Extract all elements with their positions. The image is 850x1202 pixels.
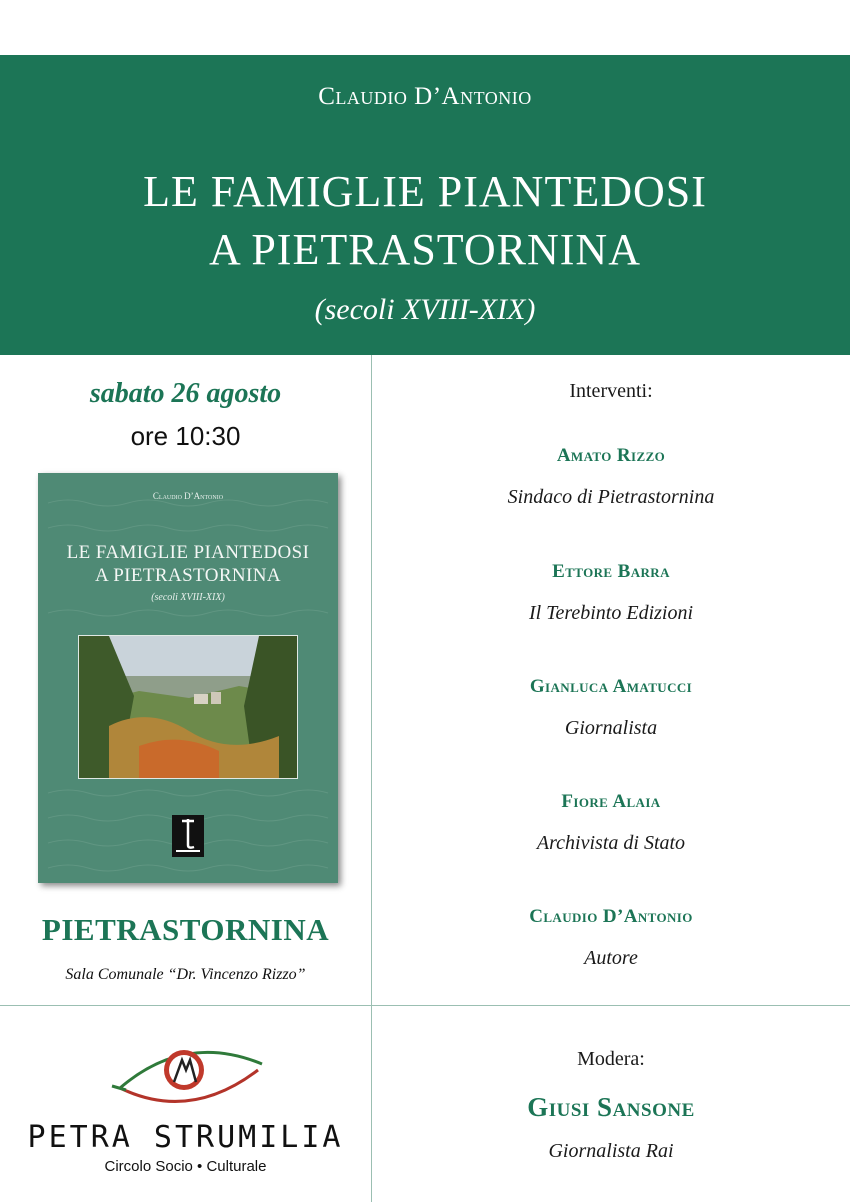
book-title [38,541,338,587]
moderator-name: Giusi Sansone [527,1092,695,1122]
column-divider [371,355,372,1202]
book-subtitle: (secoli XVIII-XIX) [151,592,225,603]
speaker-name: Claudio D’Antonio [529,906,693,927]
footer-divider [0,1005,850,1006]
event-place: PIETRASTORNINA [41,912,330,947]
organizer-name: PETRA STRUMILIA [27,1120,344,1155]
author-name: Claudio D’Antonio [318,83,532,110]
organizer-subtitle: Circolo Socio • Culturale [104,1158,267,1175]
speaker-role: Giornalista [564,717,658,739]
speaker-name: Gianluca Amatucci [529,676,693,697]
book-title-line-1: LE FAMIGLIE PIANTEDOSI [66,542,310,563]
event-date: sabato 26 agosto [89,378,282,409]
event-title-line-2: A PIETRASTORNINA [208,225,641,274]
moderator-role: Giornalista Rai [548,1140,674,1162]
speaker-name: Fiore Alaia [561,791,661,812]
book-author: Claudio D’Antonio [152,491,224,501]
speaker-role: Archivista di Stato [536,832,686,854]
speaker-role: Autore [584,947,638,969]
speaker-role: Il Terebinto Edizioni [528,602,694,624]
event-time: ore 10:30 [130,421,241,451]
event-hall: Sala Comunale “Dr. Vincenzo Rizzo” [65,966,306,983]
title-banner [0,55,850,355]
eye-icon [0,1030,371,1120]
organizer-logo [0,1030,371,1202]
publisher-logo [172,815,204,857]
moderator-label: Modera: [577,1048,645,1070]
event-subtitle: (secoli XVIII-XIX) [314,293,536,326]
book-cover [38,473,338,883]
event-title-line-1: LE FAMIGLIE PIANTEDOSI [143,167,707,216]
landscape-photo [78,635,298,779]
speaker-name: Ettore Barra [552,561,670,582]
event-title [0,163,850,279]
speaker-role: Sindaco di Pietrastornina [507,486,715,508]
speakers-label: Interventi: [569,380,653,402]
book-title-line-2: A PIETRASTORNINA [94,565,282,586]
speaker-name: Amato Rizzo [556,445,666,466]
